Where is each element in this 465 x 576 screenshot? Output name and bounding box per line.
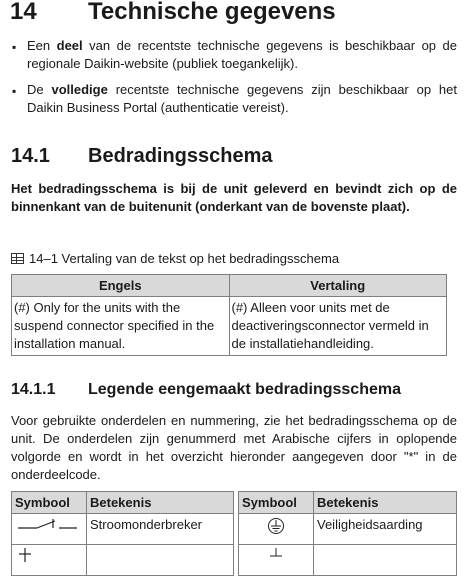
section-number: 14.1 [11, 145, 50, 167]
chapter-title: Technische gegevens [88, 0, 336, 25]
table-row [12, 514, 457, 545]
subsection-title: Legende eengemaakt bedradingsschema [88, 381, 401, 398]
bullet-item-2: De volledige recentste technische gegevens zijn beschikbaar op het Daikin Business Portal (authenticatie vereist). [27, 82, 458, 115]
legend-meaning: Veiligheidsaarding [314, 514, 457, 545]
bullet-marker: ▪ [12, 84, 17, 98]
table-cell: (#) Alleen voor units met de deactiveringsconnector vermeld in de installatiehandleiding. [229, 297, 447, 356]
legend-meaning: Stroomonderbreker [87, 514, 234, 545]
switch-symbol-icon [12, 514, 87, 545]
section-title: Bedradingsschema [88, 145, 273, 167]
earth-symbol-icon [239, 514, 314, 545]
symbol-cell [239, 545, 314, 576]
table-header: Engels [12, 275, 230, 297]
chapter-number: 14 [10, 0, 37, 25]
table-cell: (#) Only for the units with the suspend connector specified in the installation manual. [12, 297, 230, 356]
legend-header: Symbool [239, 492, 314, 514]
subsection-number: 14.1.1 [11, 381, 56, 398]
legend-header: Symbool [12, 492, 87, 514]
table-icon [11, 253, 24, 264]
table-row [12, 297, 447, 356]
section-intro: Het bedradingsschema is bij de unit geleverd en bevindt zich op de binnenkant van de buitenunit (onderkant van de bovenste plaat). [11, 181, 457, 214]
bullet-marker: ▪ [12, 40, 17, 54]
table-caption: 14–1 Vertaling van de tekst op het bedradingsschema [11, 251, 339, 267]
table-header: Vertaling [229, 275, 447, 297]
subsection-body: Voor gebruikte onderdelen en nummering, zie het bedradingsschema op de unit. De onderdelen zijn genummerd met Arabische cijfers in oplopende volgorde en wordt in het overzicht hieronder aangegeven door "*" in de onderdeelcode. [11, 413, 457, 482]
translation-table [11, 274, 447, 356]
legend-header: Betekenis [87, 492, 234, 514]
bullet-item-1: Een deel van de recentste technische gegevens is beschikbaar op de regionale Daikin-website (publiek toegankelijk). [27, 38, 457, 71]
legend-table [11, 491, 457, 576]
legend-header: Betekenis [314, 492, 457, 514]
table-row [12, 545, 457, 576]
symbol-cell [12, 545, 87, 576]
